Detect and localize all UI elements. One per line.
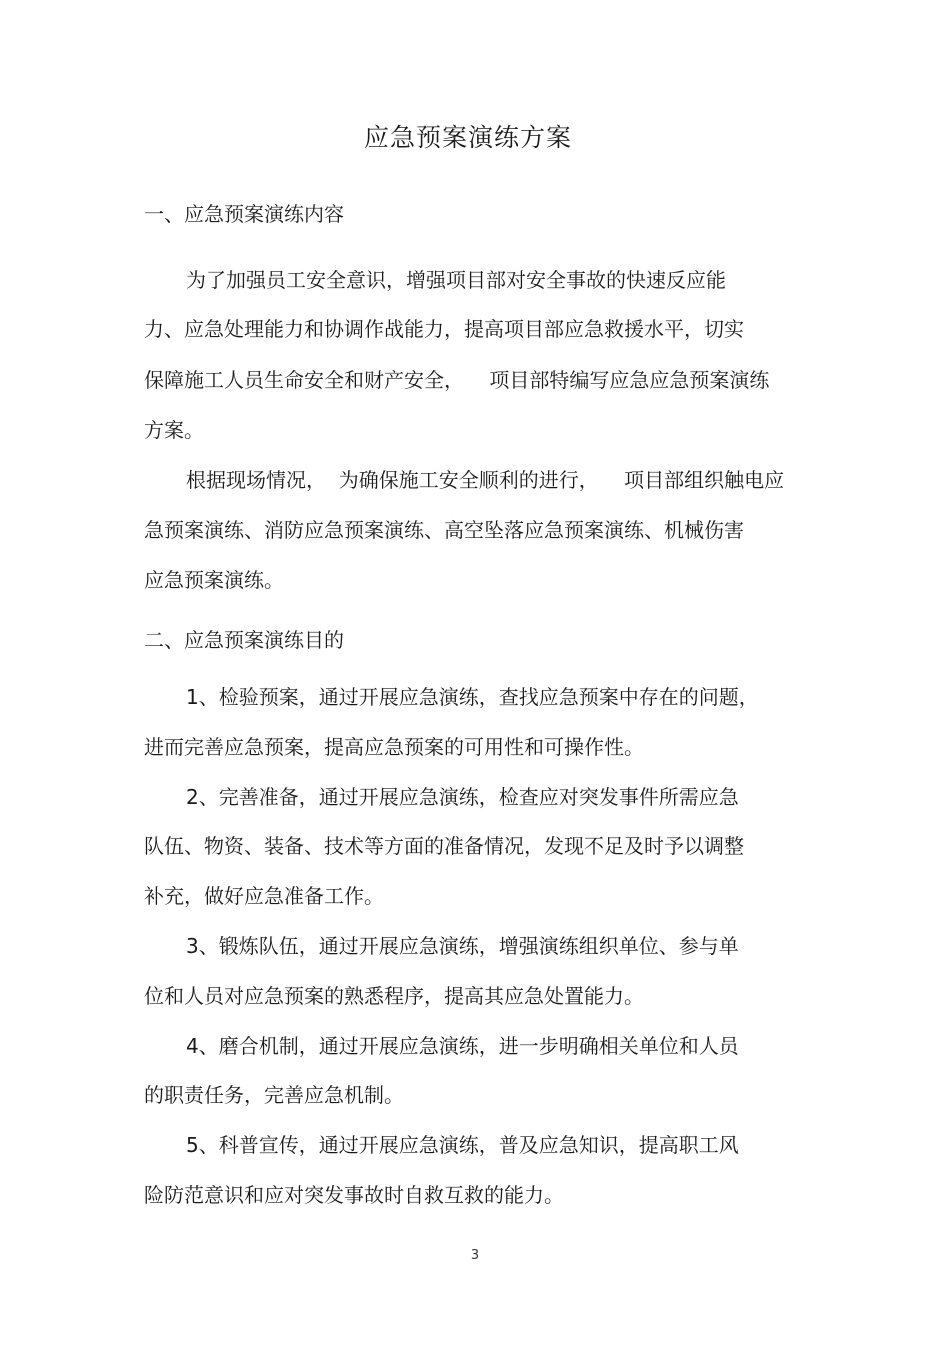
item-4-line-2: 的职责任务，完善应急机制。 [144, 1083, 404, 1107]
paragraph-1-line-1: 为了加强员工安全意识，增强项目部对安全事故的快速反应能 [186, 268, 726, 292]
paragraph-2-line-1: 根据现场情况， 为确保施工安全顺利的进行， 项目部组织触电应 [186, 468, 785, 492]
document-title: 应急预案演练方案 [363, 123, 572, 152]
item-3-line-1: 3、锻炼队伍，通过开展应急演练，增强演练组织单位、参与单 [186, 934, 739, 958]
item-5-line-1: 5、科普宣传，通过开展应急演练，普及应急知识，提高职工风 [186, 1133, 739, 1157]
page-number: 3 [470, 1248, 480, 1263]
paragraph-1-line-3: 保障施工人员生命安全和财产安全， 项目部特编写应急应急预案演练 [144, 368, 770, 392]
section-heading-2: 二、应急预案演练目的 [144, 628, 344, 652]
paragraph-1-line-2: 力、应急处理能力和协调作战能力，提高项目部应急救援水平，切实 [144, 317, 744, 341]
paragraph-2-line-3: 应急预案演练。 [144, 568, 284, 592]
paragraph-2-line-2: 急预案演练、消防应急预案演练、高空坠落应急预案演练、机械伤害 [144, 518, 744, 542]
item-2-line-3: 补充，做好应急准备工作。 [144, 884, 384, 908]
item-1-line-1: 1、检验预案，通过开展应急演练，查找应急预案中存在的问题， [186, 685, 759, 709]
item-2-line-2: 队伍、物资、装备、技术等方面的准备情况，发现不足及时予以调整 [144, 834, 744, 858]
section-heading-1: 一、应急预案演练内容 [144, 202, 344, 226]
item-4-line-1: 4、磨合机制，通过开展应急演练，进一步明确相关单位和人员 [186, 1034, 739, 1058]
item-1-line-2: 进而完善应急预案，提高应急预案的可用性和可操作性。 [144, 735, 644, 759]
item-5-line-2: 险防范意识和应对突发事故时自救互救的能力。 [144, 1183, 564, 1207]
item-2-line-1: 2、完善准备，通过开展应急演练，检查应对突发事件所需应急 [186, 785, 739, 809]
paragraph-1-line-4: 方案。 [144, 418, 204, 442]
item-3-line-2: 位和人员对应急预案的熟悉程序，提高其应急处置能力。 [144, 984, 644, 1008]
